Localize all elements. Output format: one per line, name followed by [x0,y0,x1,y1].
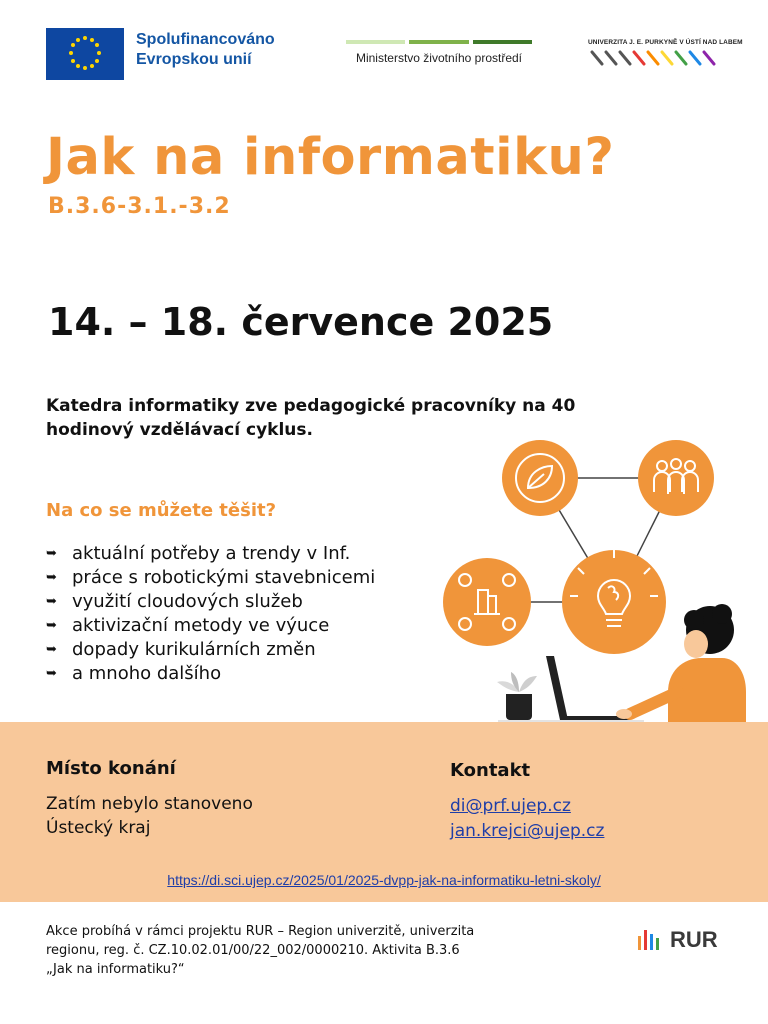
list-item: ➥ dopady kurikulárních změn [46,639,316,660]
list-item: ➥ práce s robotickými stavebnicemi [46,567,376,588]
laptop-icon [546,656,630,720]
event-date: 14. – 18. července 2025 [48,300,554,344]
brain-lightbulb-icon [562,550,666,654]
arrow-bullet-icon: ➥ [46,570,57,585]
list-item: ➥ a mnoho dalšího [46,663,222,684]
arrow-bullet-icon: ➥ [46,594,57,609]
venue-line-1: Zatím nebylo stanoveno [46,794,253,814]
eu-flag-logo [46,28,124,80]
arrow-bullet-icon: ➥ [46,546,57,561]
arrow-bullet-icon: ➥ [46,642,57,657]
eu-stars-icon [69,36,101,70]
city-network-icon [443,558,531,646]
people-group-icon [638,440,714,516]
arrow-bullet-icon: ➥ [46,666,57,681]
page-title: Jak na informatiku? [46,128,615,187]
university-logo-stripes [588,48,718,70]
contact-heading: Kontakt [450,760,531,781]
illustration [432,430,762,740]
university-logo-text: UNIVERZITA J. E. PURKYNĚ V ÚSTÍ NAD LABEM [588,39,743,46]
list-item: ➥ využití cloudových služeb [46,591,303,612]
footer-text: Akce probíhá v rámci projektu RUR – Region univerzitě, univerzita regionu, reg. č. CZ.10.02.01/00/22_002/0000210. Aktivita B.3.6 „Jak na informatiku?“ [46,924,475,977]
arrow-bullet-icon: ➥ [46,618,57,633]
topics-list [46,542,375,686]
venue-heading: Místo konání [46,758,176,779]
contact-email-di[interactable]: di@prf.ujep.cz [450,796,571,816]
list-item: ➥ aktuální potřeby a trendy v Inf. [46,543,351,564]
event-url-link[interactable]: https://di.sci.ujep.cz/2025/01/2025-dvpp-jak-na-informatiku-letni-skoly/ [167,872,601,888]
ministry-logo-bars [346,40,532,44]
ministry-logo-text: Ministerstvo životního prostředí [355,51,523,65]
rur-logo: RUR [636,926,718,954]
activity-code: B.3.6-3.1.-3.2 [48,194,231,219]
list-item: ➥ aktivizační metody ve výuce [46,615,330,636]
recycle-leaf-icon [502,440,578,516]
look-forward-heading: Na co se můžete těšit? [46,500,277,521]
venue-line-2: Ústecký kraj [46,818,151,838]
eu-cofinanced-text: Spolufinancováno Evropskou unií [136,31,275,68]
intro-text: Katedra informatiky zve pedagogické pracovníky na 40 hodinový vzdělávací cyklus. [46,396,576,440]
contact-email-krejci[interactable]: jan.krejci@ujep.cz [450,821,605,841]
rur-bars-icon [636,926,664,954]
plant-icon [497,672,537,720]
